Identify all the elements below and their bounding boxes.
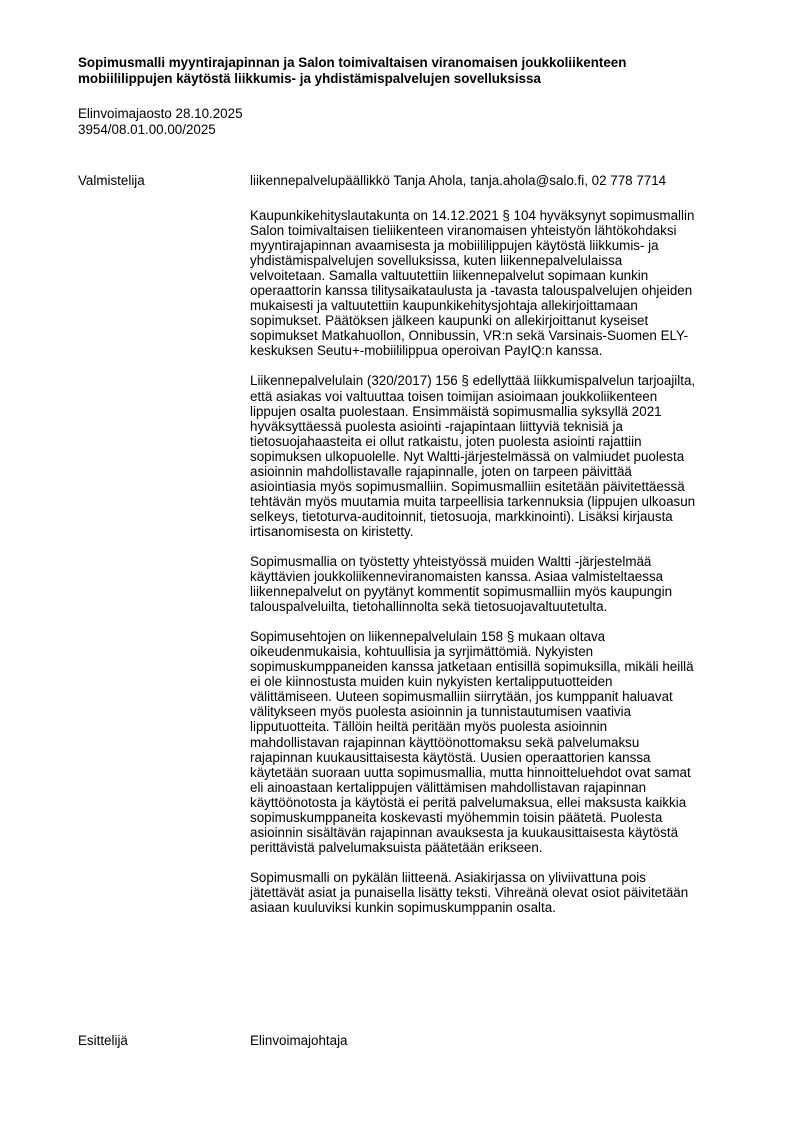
preparer-contact: liikennepalvelupäällikkö Tanja Ahola, tanja.ahola@salo.fi, 02 778 7714 (250, 173, 667, 188)
text-line: Salon toimivaltaisen tieliikenteen viranomaisen yhteistyön lähtökohdaksi (250, 223, 677, 239)
preparer-value (250, 173, 740, 188)
presenter-value (250, 1033, 740, 1048)
text-line: Sopimusmalli on pykälän liitteenä. Asiakirjassa on yliviivattuna pois (250, 869, 646, 885)
text-line: käytetään suoraan uutta sopimusmallia, mutta hinnoitteluehdot ovat samat (250, 764, 691, 780)
text-line: velvoitetaan. Samalla valtuutettiin liikennepalvelut sopimaan kunkin (250, 268, 649, 284)
text-line: selkeys, tietoturva-auditoinnit, tietosuoja, markkinointi). Lisäksi kirjausta (250, 508, 673, 524)
text-line: sopimuksen ulkopuolelle. Nyt Waltti-järjestelmässä on valmiudet puolesta (250, 448, 685, 464)
text-line: lippujen osalta puolestaan. Ensimmäistä sopimusmallia syksyllä 2021 (250, 403, 662, 419)
text-line: käyttävien joukkoliikenneviranomaisten kanssa. Asiaa valmisteltaessa (250, 569, 664, 585)
text-line: Kaupunkikehityslautakunta on 14.12.2021 § 104 hyväksynyt sopimusmallin (250, 208, 695, 223)
text-line: Liikennepalvelulain (320/2017) 156 § edellyttää liikkumispalvelun tarjoajilta, (250, 373, 696, 389)
text-line: välitykseen myös puolesta asioinnin ja tunnistautumisen vaativia (250, 704, 632, 720)
text-line: eli ainoastaan kertalippujen välittämisen mahdollistavan rajapinnan (250, 779, 647, 795)
document-meta (78, 106, 243, 138)
text-line: myyntirajapinnan avaamisesta ja mobiililippujen käytöstä liikkumis- ja (250, 238, 659, 254)
text-line: sopimuskumppaneita koskevasti myöhemmin toisin päätetä. Puolesta (250, 809, 663, 825)
preparer-label: Valmistelija (78, 173, 145, 188)
paragraph-3 (250, 554, 740, 614)
meeting-date: Elinvoimajaosto 28.10.2025 (78, 106, 243, 121)
text-line: että asiakas voi valtuuttaa toisen toimijan asioimaan joukkoliikenteen (250, 388, 658, 404)
text-line: perittävistä palvelumaksuista päätetään erikseen. (250, 839, 543, 855)
text-line: välittämiseen. Uuteen sopimusmalliin siirrytään, jos kumppanit haluavat (250, 689, 673, 705)
text-line: käyttöönotosta ja käytöstä ei peritä palvelumaksua, ellei maksusta kaikkia (250, 794, 687, 810)
text-line: irtisanomisesta on kiristetty. (250, 523, 414, 539)
paragraph-2 (250, 373, 740, 539)
text-line: talouspalveluilta, tietohallinnolta sekä tietosuojavaltuutetulta. (250, 599, 608, 615)
text-line: rajapinnan kuukausittaisesta käytöstä. Uusien operaattorien kanssa (250, 749, 651, 765)
text-line: sopimuskumppaneiden kanssa jatketaan entisillä sopimuksilla, mikäli heillä (250, 659, 694, 675)
text-line: asioinnin sisältävän rajapinnan avauksesta ja kuukausittaisesta käytöstä (250, 824, 679, 840)
text-line: liikennepalvelut on pyytänyt kommentit sopimusmalliin myös kaupungin (250, 584, 673, 600)
text-line: operaattorin kanssa tilitysaikataulusta ja -tavasta talouspalvelujen ohjeiden (250, 283, 693, 299)
text-line: sopimukset. Päätöksen jälkeen kaupunki on allekirjoittanut kyseiset (250, 313, 649, 329)
text-line: Sopimusmallia on työstetty yhteistyössä muiden Waltti -järjestelmää (250, 553, 652, 569)
text-line: oikeudenmukaisia, kohtuullisia ja syrjimättömiä. Nykyisten (250, 644, 594, 660)
paragraph-4 (250, 629, 740, 855)
text-line: tietosuojahaasteita ei ollut ratkaistu, joten puolesta asiointi rajattiin (250, 433, 642, 449)
body-text (250, 208, 740, 930)
text-line: lipputuotteita. Tällöin heiltä peritään myös puolesta asioinnin (250, 719, 608, 735)
paragraph-1 (250, 208, 740, 358)
text-line: mukaisesti ja valtuutettiin kaupunkikehitysjohtaja allekirjoittamaan (250, 298, 638, 314)
text-line: hyväksyttäessä puolesta asiointi -rajapintaan liittyviä teknisiä ja (250, 418, 623, 434)
record-number: 3954/08.01.00.00/2025 (78, 122, 216, 137)
text-line: sopimukset Matkahuollon, Onnibussin, VR:n sekä Varsinais-Suomen ELY- (250, 328, 689, 344)
text-line: keskuksen Seutu+-mobiililippua operoivan PayIQ:n kanssa. (250, 343, 603, 359)
text-line: yhdistämispalvelujen sovelluksissa, kuten liikennepalvelulaissa (250, 253, 623, 269)
text-line: asioinnin mahdollistavalle rajapinnalle, joten on tarpeen päivittää (250, 463, 632, 479)
presenter-title: Elinvoimajohtaja (250, 1033, 348, 1048)
text-line: mahdollistavan rajapinnan käyttöönottomaksu sekä palvelumaksu (250, 734, 640, 750)
title-line-2: mobiililippujen käytöstä liikkumis- ja yhdistämispalvelujen sovelluksissa (78, 71, 541, 86)
presenter-label: Esittelijä (78, 1033, 128, 1048)
text-line: asiaan kuuluviksi kunkin sopimuskumppanin osalta. (250, 899, 556, 915)
text-line: asiointiasia myös sopimusmalliin. Sopimusmalliin esitetään päivitettäessä (250, 478, 685, 494)
paragraph-5 (250, 870, 740, 915)
text-line: jätettävät asiat ja punaisella lisätty teksti. Vihreänä olevat osiot päivitetään (250, 884, 689, 900)
text-line: tehtävän myös muutamia muita tarpeellisia tarkennuksia (lippujen ulkoasun (250, 493, 696, 509)
title-line-1: Sopimusmalli myyntirajapinnan ja Salon toimivaltaisen viranomaisen joukkoliikenteen (78, 55, 627, 70)
text-line: ei ole kiinnostusta muiden kuin nykyisten kertalipputuotteiden (250, 674, 613, 690)
text-line: Sopimusehtojen on liikennepalvelulain 158 § mukaan oltava (250, 629, 606, 645)
document-title (78, 55, 738, 87)
